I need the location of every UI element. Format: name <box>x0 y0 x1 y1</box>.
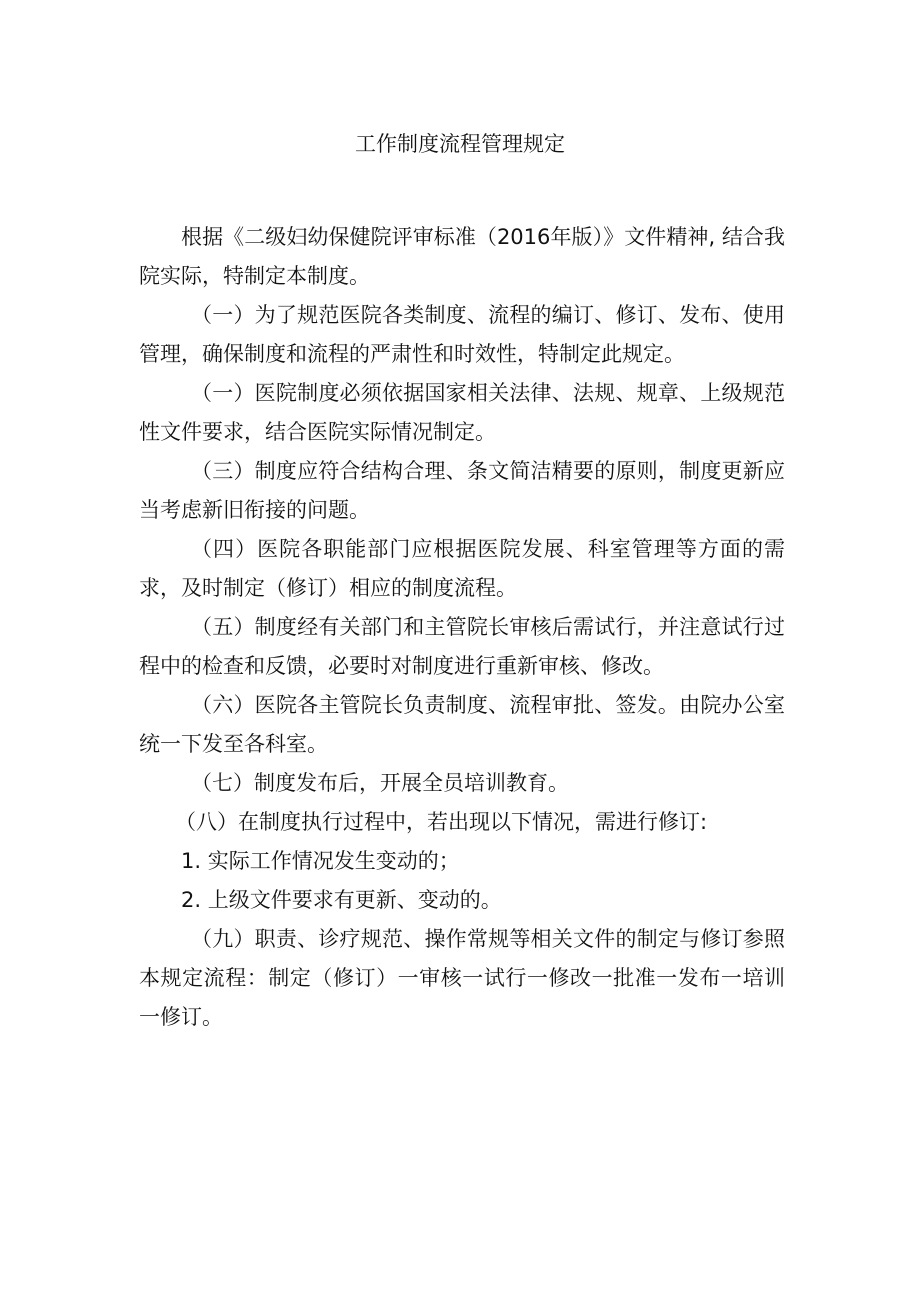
document-body <box>139 218 785 1037</box>
paragraph-intro: 根据《二级妇幼保健院评审标准（2016年版）》文件精神, 结合我院实际，特制定本制度。 <box>139 225 785 288</box>
paragraph-7: （七）制度发布后，开展全员培训教育。 <box>191 771 569 795</box>
paragraph-3: （三）制度应符合结构合理、条文简洁精要的原则，制度更新应当考虑新旧衔接的问题。 <box>139 459 785 522</box>
list-item-1: 1. 实际工作情况发生变动的； <box>181 849 460 873</box>
paragraph-5: （五）制度经有关部门和主管院长审核后需试行，并注意试行过程中的检查和反馈，必要时对制度进行重新审核、修改。 <box>139 615 785 678</box>
paragraph-1: （一）为了规范医院各类制度、流程的编订、修订、发布、使用管理，确保制度和流程的严肃性和时效性，特制定此规定。 <box>139 303 785 366</box>
list-item-2: 2. 上级文件要求有更新、变动的。 <box>181 888 502 912</box>
paragraph-4: （四）医院各职能部门应根据医院发展、科室管理等方面的需求，及时制定（修订）相应的制度流程。 <box>139 537 785 600</box>
paragraph-6: （六）医院各主管院长负责制度、流程审批、签发。由院办公室统一下发至各科室。 <box>139 693 785 756</box>
paragraph-9: （九）职责、诊疗规范、操作常规等相关文件的制定与修订参照本规定流程：制定（修订）一审核一试行一修改一批准一发布一培训一修订。 <box>139 927 785 1029</box>
document-title: 工作制度流程管理规定 <box>355 132 565 156</box>
paragraph-2: （一）医院制度必须依据国家相关法律、法规、规章、上级规范性文件要求，结合医院实际情况制定。 <box>139 381 785 444</box>
paragraph-8: （八）在制度执行过程中，若出现以下情况，需进行修订: <box>175 810 708 834</box>
